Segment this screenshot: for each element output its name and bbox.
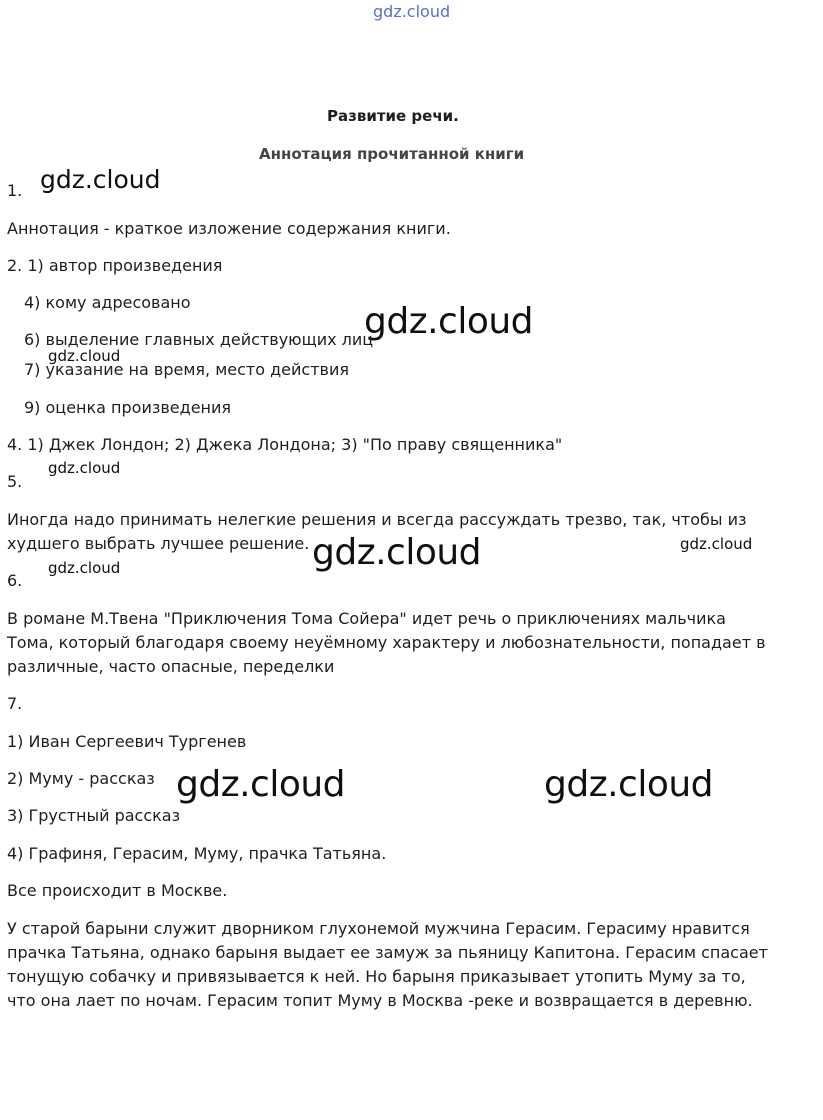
answer-4: 4. 1) Джек Лондон; 2) Джека Лондона; 3) "По праву священника" — [7, 435, 563, 454]
page-subtitle: Аннотация прочитанной книги — [259, 145, 525, 163]
watermark: gdz.cloud — [40, 165, 161, 194]
list-item: 3) Грустный рассказ — [7, 806, 181, 825]
watermark: gdz.cloud — [48, 459, 121, 477]
list-item: 1) Иван Сергеевич Тургенев — [7, 732, 247, 751]
list-item: 9) оценка произведения — [24, 398, 232, 417]
item-number-6: 6. — [7, 571, 23, 590]
list-item: 2) Муму - рассказ — [7, 769, 155, 788]
list-item: 4) Графиня, Герасим, Муму, прачка Татьяна. — [7, 844, 387, 863]
list-item: 2. 1) автор произведения — [7, 256, 223, 275]
list-item: 6) выделение главных действующих лиц — [24, 330, 374, 349]
answer-6-text: В романе М.Твена "Приключения Тома Сойера" идет речь о приключениях мальчика Тома, который благодаря своему неуёмному характеру и любознательности, попадает в различные, часто опасные, переделки — [7, 609, 766, 676]
setting-text: Все происходит в Москве. — [7, 881, 228, 900]
watermark: gdz.cloud — [680, 535, 753, 553]
summary-text: У старой барыни служит дворником глухонемой мужчина Герасим. Герасиму нравится прачка Татьяна, однако барыня выдает ее замуж за пьяницу Капитона. Герасим спасает тонущую собачку и привязывается к ней. Но барыня приказывает утопить Муму за то, что она лает по ночам. Герасим топит Муму в Москва -реке и возвращается в деревню. — [7, 919, 768, 1010]
watermark-top: gdz.cloud — [373, 2, 451, 21]
page-title: Развитие речи. — [327, 107, 459, 125]
list-item: 7) указание на время, место действия — [24, 360, 349, 379]
item-number-7: 7. — [7, 694, 23, 713]
watermark: gdz.cloud — [48, 347, 121, 365]
item-number-1: 1. — [7, 181, 23, 200]
annotation-definition: Аннотация - краткое изложение содержания книги. — [7, 219, 451, 238]
item-number-5: 5. — [7, 472, 23, 491]
watermark: gdz.cloud — [176, 764, 346, 805]
answer-5-text: Иногда надо принимать нелегкие решения и всегда рассуждать трезво, так, чтобы из худшего выбрать лучшее решение. — [7, 510, 747, 553]
watermark: gdz.cloud — [544, 764, 714, 805]
watermark: gdz.cloud — [312, 532, 482, 573]
watermark: gdz.cloud — [364, 301, 534, 342]
watermark: gdz.cloud — [48, 559, 121, 577]
list-item: 4) кому адресовано — [24, 293, 191, 312]
